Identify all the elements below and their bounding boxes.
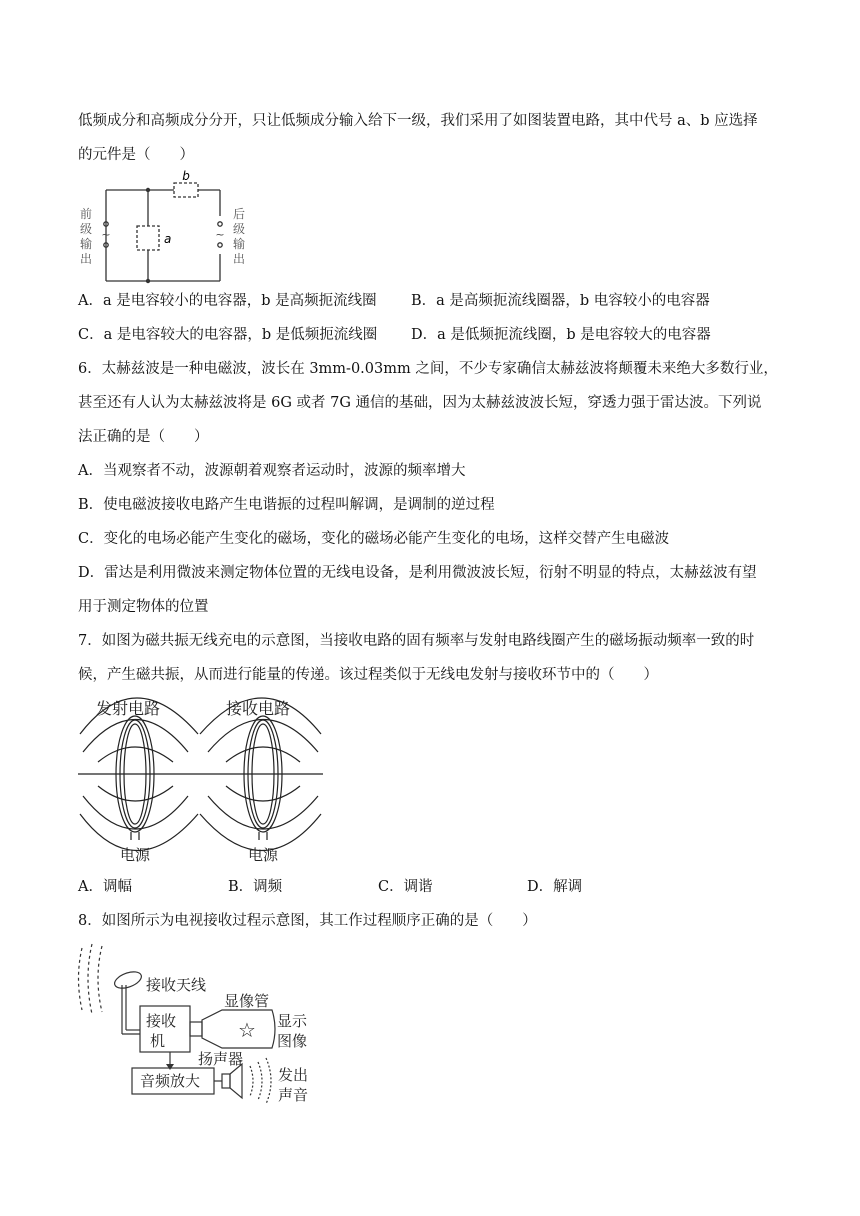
q5-option-d[interactable]: D．a 是低频扼流线圈，b 是电容较大的电容器 xyxy=(411,327,711,343)
right-power-label: 电源 xyxy=(247,846,279,864)
right-label-4: 出 xyxy=(232,252,246,266)
receive-circuit-label: 接收电路 xyxy=(226,699,291,718)
q7-option-b[interactable]: B．调频 xyxy=(228,879,283,895)
q7-option-c[interactable]: C．调谐 xyxy=(378,879,433,895)
label-b: b xyxy=(182,169,190,183)
left-label-2: 级 xyxy=(79,222,93,236)
q5-option-b[interactable]: B．a 是高频扼流线圈器，b 电容较小的电容器 xyxy=(411,293,710,309)
q6-option-d[interactable]: D．雷达是利用微波来测定物体位置的无线电设备，是利用微波波长短，衍射不明显的特点，太赫兹波有望 xyxy=(78,565,757,581)
amp-label: 音频放大 xyxy=(140,1072,201,1090)
q6-option-a[interactable]: A．当观察者不动，波源朝着观察者运动时，波源的频率增大 xyxy=(78,463,466,479)
q5-option-c[interactable]: C．a 是电容较大的电容器，b 是低频扼流线圈 xyxy=(78,327,378,343)
q5-stem-line1: 低频成分和高频成分分开，只让低频成分输入给下一级，我们采用了如图装置电路，其中代号 a、b 应选择 xyxy=(78,113,758,129)
q5-circuit-diagram xyxy=(78,168,258,286)
display-label-1: 显示 xyxy=(277,1012,308,1030)
display-label-2: 图像 xyxy=(277,1032,308,1050)
q6-option-c[interactable]: C．变化的电场必能产生变化的磁场，变化的磁场必能产生变化的电场，这样交替产生电磁波 xyxy=(78,531,670,547)
q6-stem-line1: 6．太赫兹波是一种电磁波，波长在 3mm-0.03mm 之间，不少专家确信太赫兹波将颠覆未来绝大多数行业， xyxy=(78,361,778,377)
speaker-label: 扬声器 xyxy=(198,1050,244,1068)
left-power-label: 电源 xyxy=(119,846,151,864)
antenna-label: 接收天线 xyxy=(146,976,207,994)
label-a: a xyxy=(164,232,172,246)
q6-option-d-cont: 用于测定物体的位置 xyxy=(78,599,209,615)
q8-tv-reception-diagram xyxy=(70,940,330,1115)
q5-stem-line2: 的元件是（ ） xyxy=(78,147,194,163)
q6-stem-line2: 甚至还有人认为太赫兹波将是 6G 或者 7G 通信的基础，因为太赫兹波波长短，穿透力强于雷达波。下列说 xyxy=(78,395,762,411)
q7-stem-line2: 候，产生磁共振，从而进行能量的传递。该过程类似于无线电发射与接收环节中的（ ） xyxy=(78,667,658,683)
q7-stem-line1: 7．如图为磁共振无线充电的示意图，当接收电路的固有频率与发射电路线圈产生的磁场振动频率一致的时 xyxy=(78,633,755,649)
right-label-2: 级 xyxy=(232,222,246,236)
star-icon: ☆ xyxy=(238,1018,256,1042)
q8-stem: 8．如图所示为电视接收过程示意图，其工作过程顺序正确的是（ ） xyxy=(78,913,537,929)
q5-option-a[interactable]: A．a 是电容较小的电容器，b 是高频扼流线圈 xyxy=(78,293,377,309)
right-label-1: 后 xyxy=(232,207,246,221)
sound-label-2: 声音 xyxy=(278,1086,309,1104)
left-label-1: 前 xyxy=(79,207,93,221)
q7-magnetic-resonance-diagram xyxy=(78,692,323,867)
receiver-label-1: 接收 xyxy=(146,1012,177,1030)
receiver-label-2: 机 xyxy=(150,1032,166,1050)
q6-option-b[interactable]: B．使电磁波接收电路产生电谐振的过程叫解调，是调制的逆过程 xyxy=(78,497,495,513)
transmit-circuit-label: 发射电路 xyxy=(96,699,161,718)
tilde-right: ~ xyxy=(215,228,225,241)
q7-option-a[interactable]: A．调幅 xyxy=(78,879,132,895)
left-label-4: 出 xyxy=(79,252,93,266)
tilde-left: ~ xyxy=(101,228,111,241)
right-label-3: 输 xyxy=(232,237,246,251)
sound-label-1: 发出 xyxy=(278,1066,309,1084)
q7-option-d[interactable]: D．解调 xyxy=(527,879,583,895)
q6-stem-line3: 法正确的是（ ） xyxy=(78,429,209,445)
left-label-3: 输 xyxy=(79,237,93,251)
tube-label: 显像管 xyxy=(224,992,270,1010)
